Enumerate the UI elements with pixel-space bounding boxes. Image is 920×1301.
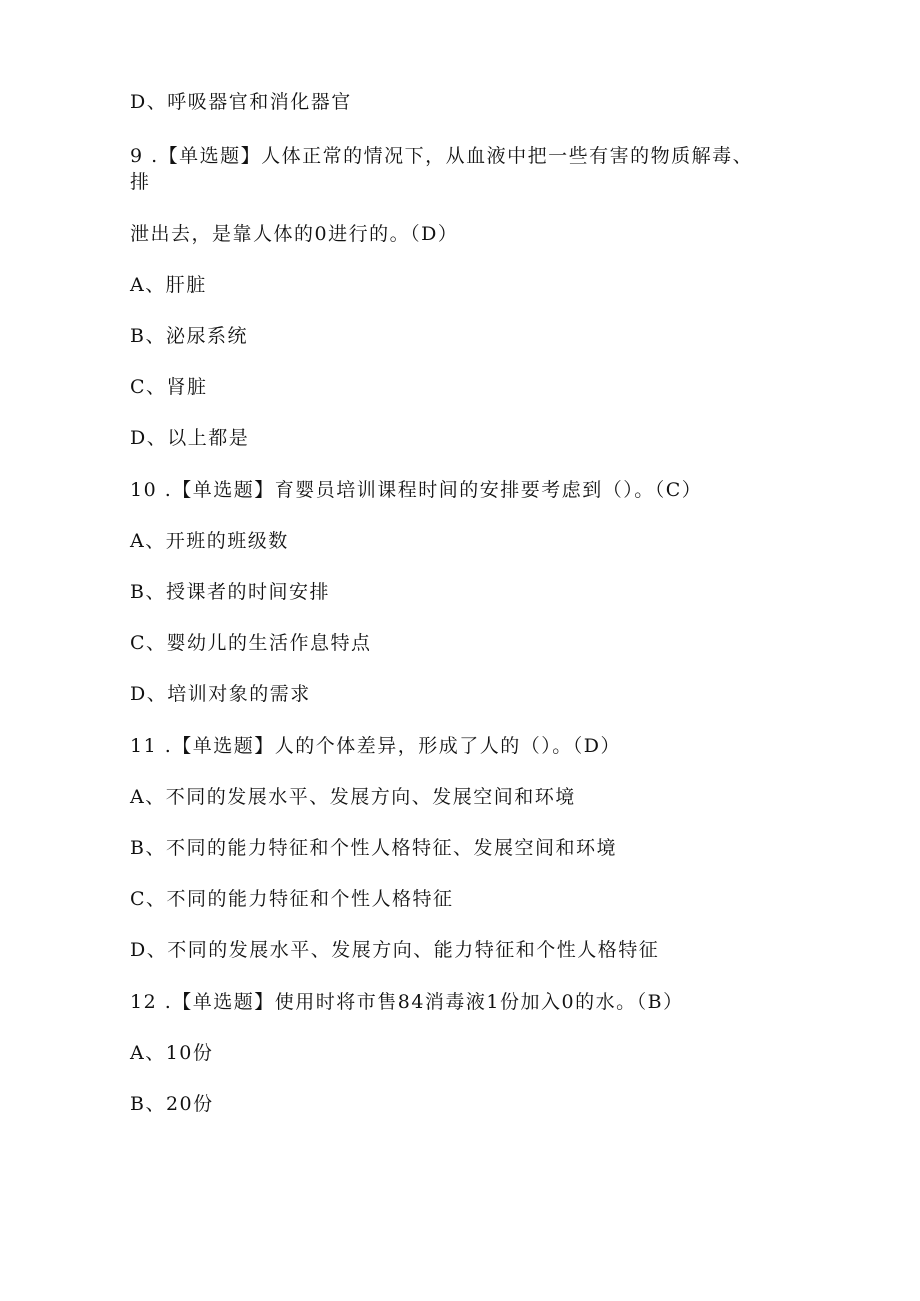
q9-question: 9 .【单选题】人体正常的情况下，从血液中把一些有害的物质解毒、	[130, 145, 754, 167]
q10-option-a: A、开班的班级数	[130, 530, 289, 552]
q11-option-b: B、不同的能力特征和个性人格特征、发展空间和环境	[130, 837, 617, 859]
q9-option-b: B、泌尿系统	[130, 325, 248, 347]
q12-question: 12 .【单选题】使用时将市售84消毒液1份加入0的水。（B）	[130, 991, 684, 1013]
q12-option-a: A、10份	[130, 1042, 214, 1064]
q11-option-a: A、不同的发展水平、发展方向、发展空间和环境	[130, 786, 576, 808]
q11-question: 11 .【单选题】人的个体差异，形成了人的（）。（D）	[130, 735, 621, 757]
q9-option-a: A、肝脏	[130, 274, 207, 296]
q9-question-cont: 泄出去，是靠人体的0进行的。（D）	[130, 223, 459, 245]
q9-option-c: C、肾脏	[130, 376, 208, 398]
q12-option-b: B、20份	[130, 1093, 214, 1115]
q9-option-d: D、以上都是	[130, 427, 250, 449]
q10-question: 10 .【单选题】育婴员培训课程时间的安排要考虑到（）。（C）	[130, 479, 703, 501]
q10-option-d: D、培训对象的需求	[130, 683, 311, 705]
q11-option-c: C、不同的能力特征和个性人格特征	[130, 888, 454, 910]
q10-option-b: B、授课者的时间安排	[130, 581, 330, 603]
q8-option-d: D、呼吸器官和消化器官	[130, 91, 352, 113]
q9-question-wrap: 排	[130, 171, 151, 193]
q11-option-d: D、不同的发展水平、发展方向、能力特征和个性人格特征	[130, 939, 660, 961]
q10-option-c: C、婴幼儿的生活作息特点	[130, 632, 372, 654]
